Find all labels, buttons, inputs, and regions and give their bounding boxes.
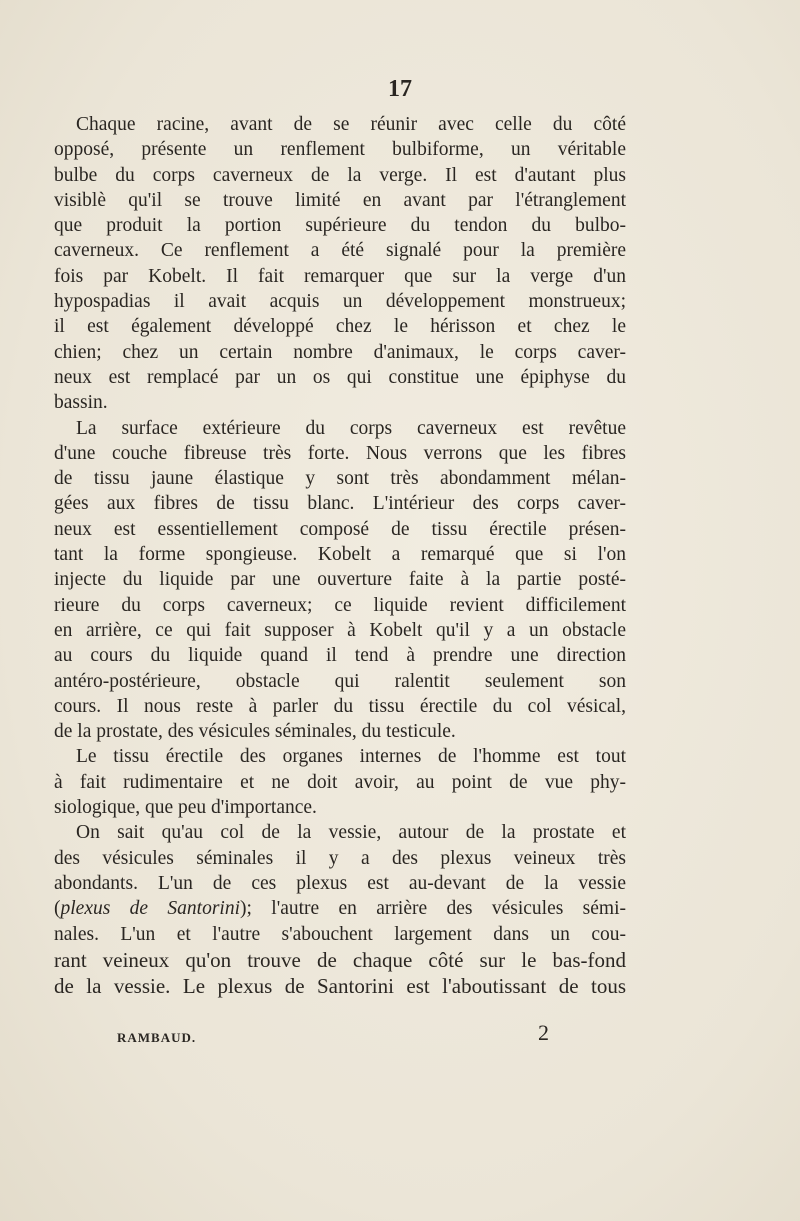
text-line: neux est remplacé par un os qui constitue une épiphyse du bbox=[54, 366, 626, 388]
text-line: hypospadias il avait acquis un développement monstrueux; bbox=[54, 291, 626, 313]
text-line: des vésicules séminales il y a des plexus veineux très bbox=[54, 847, 626, 869]
text-line: nales. L'un et l'autre s'abouchent largement dans un cou- bbox=[54, 923, 626, 945]
italic-term: plexus de Santorini bbox=[60, 898, 241, 920]
text-line: abondants. L'un de ces plexus est au-devant de la vessie bbox=[54, 872, 626, 894]
text-line: à fait rudimentaire et ne doit avoir, au point de vue phy- bbox=[54, 771, 626, 793]
text-line: de tissu jaune élastique y sont très abondamment mélan- bbox=[54, 468, 626, 490]
text-line: au cours du liquide quand il tend à prendre une direction bbox=[54, 645, 626, 667]
text-line: injecte du liquide par une ouverture faite à la partie posté- bbox=[54, 569, 626, 591]
text-line: neux est essentiellement composé de tissu érectile présen- bbox=[54, 518, 626, 540]
text-line: gées aux fibres de tissu blanc. L'intérieur des corps caver- bbox=[54, 493, 626, 515]
text-line: d'une couche fibreuse très forte. Nous verrons que les fibres bbox=[54, 442, 626, 464]
page-number: 17 bbox=[388, 76, 412, 102]
text-line: Le tissu érectile des organes internes de l'homme est tout bbox=[76, 746, 626, 768]
text-line: antéro-postérieure, obstacle qui ralentit seulement son bbox=[54, 670, 626, 692]
text-line: bassin. bbox=[54, 392, 108, 414]
text-line: (plexus de Santorini); l'autre en arrière des vésicules sémi- bbox=[54, 898, 626, 920]
printer-signature: RAMBAUD. bbox=[117, 1030, 197, 1045]
text-line: Chaque racine, avant de se réunir avec celle du côté bbox=[76, 114, 626, 135]
text-line: chien; chez un certain nombre d'animaux, le corps caver- bbox=[54, 341, 626, 363]
text-line: rieure du corps caverneux; ce liquide revient difficilement bbox=[54, 594, 626, 616]
text-line: On sait qu'au col de la vessie, autour de la prostate et bbox=[76, 822, 626, 844]
text-line: de la vessie. Le plexus de Santorini est l'aboutissant de tous bbox=[54, 974, 626, 999]
text-line: bulbe du corps caverneux de la verge. Il est d'autant plus bbox=[54, 164, 626, 186]
text-line: caverneux. Ce renflement a été signalé pour la première bbox=[54, 240, 626, 262]
text-line: de la prostate, des vésicules séminales, du testicule. bbox=[54, 721, 456, 743]
text-line: fois par Kobelt. Il fait remarquer que sur la verge d'un bbox=[54, 265, 626, 287]
text-line: cours. Il nous reste à parler du tissu érectile du col vésical, bbox=[54, 695, 626, 717]
body-text bbox=[54, 112, 626, 1000]
text-line: il est également développé chez le hérisson et chez le bbox=[54, 316, 626, 338]
sheet-number: 2 bbox=[538, 1020, 549, 1045]
text-line: en arrière, ce qui fait supposer à Kobelt qu'il y a un obstacle bbox=[54, 619, 626, 641]
text-line: siologique, que peu d'importance. bbox=[54, 797, 317, 819]
text-line: rant veineux qu'on trouve de chaque côté sur le bas-fond bbox=[54, 947, 626, 972]
text-line: opposé, présente un renflement bulbiforme, un véritable bbox=[54, 139, 626, 161]
text-line: que produit la portion supérieure du tendon du bulbo- bbox=[54, 215, 626, 237]
text-line: La surface extérieure du corps caverneux est revêtue bbox=[76, 417, 626, 439]
text-line: visiblè qu'il se trouve limité en avant par l'étranglement bbox=[54, 189, 626, 211]
text-line: tant la forme spongieuse. Kobelt a remarqué que si l'on bbox=[54, 544, 626, 566]
